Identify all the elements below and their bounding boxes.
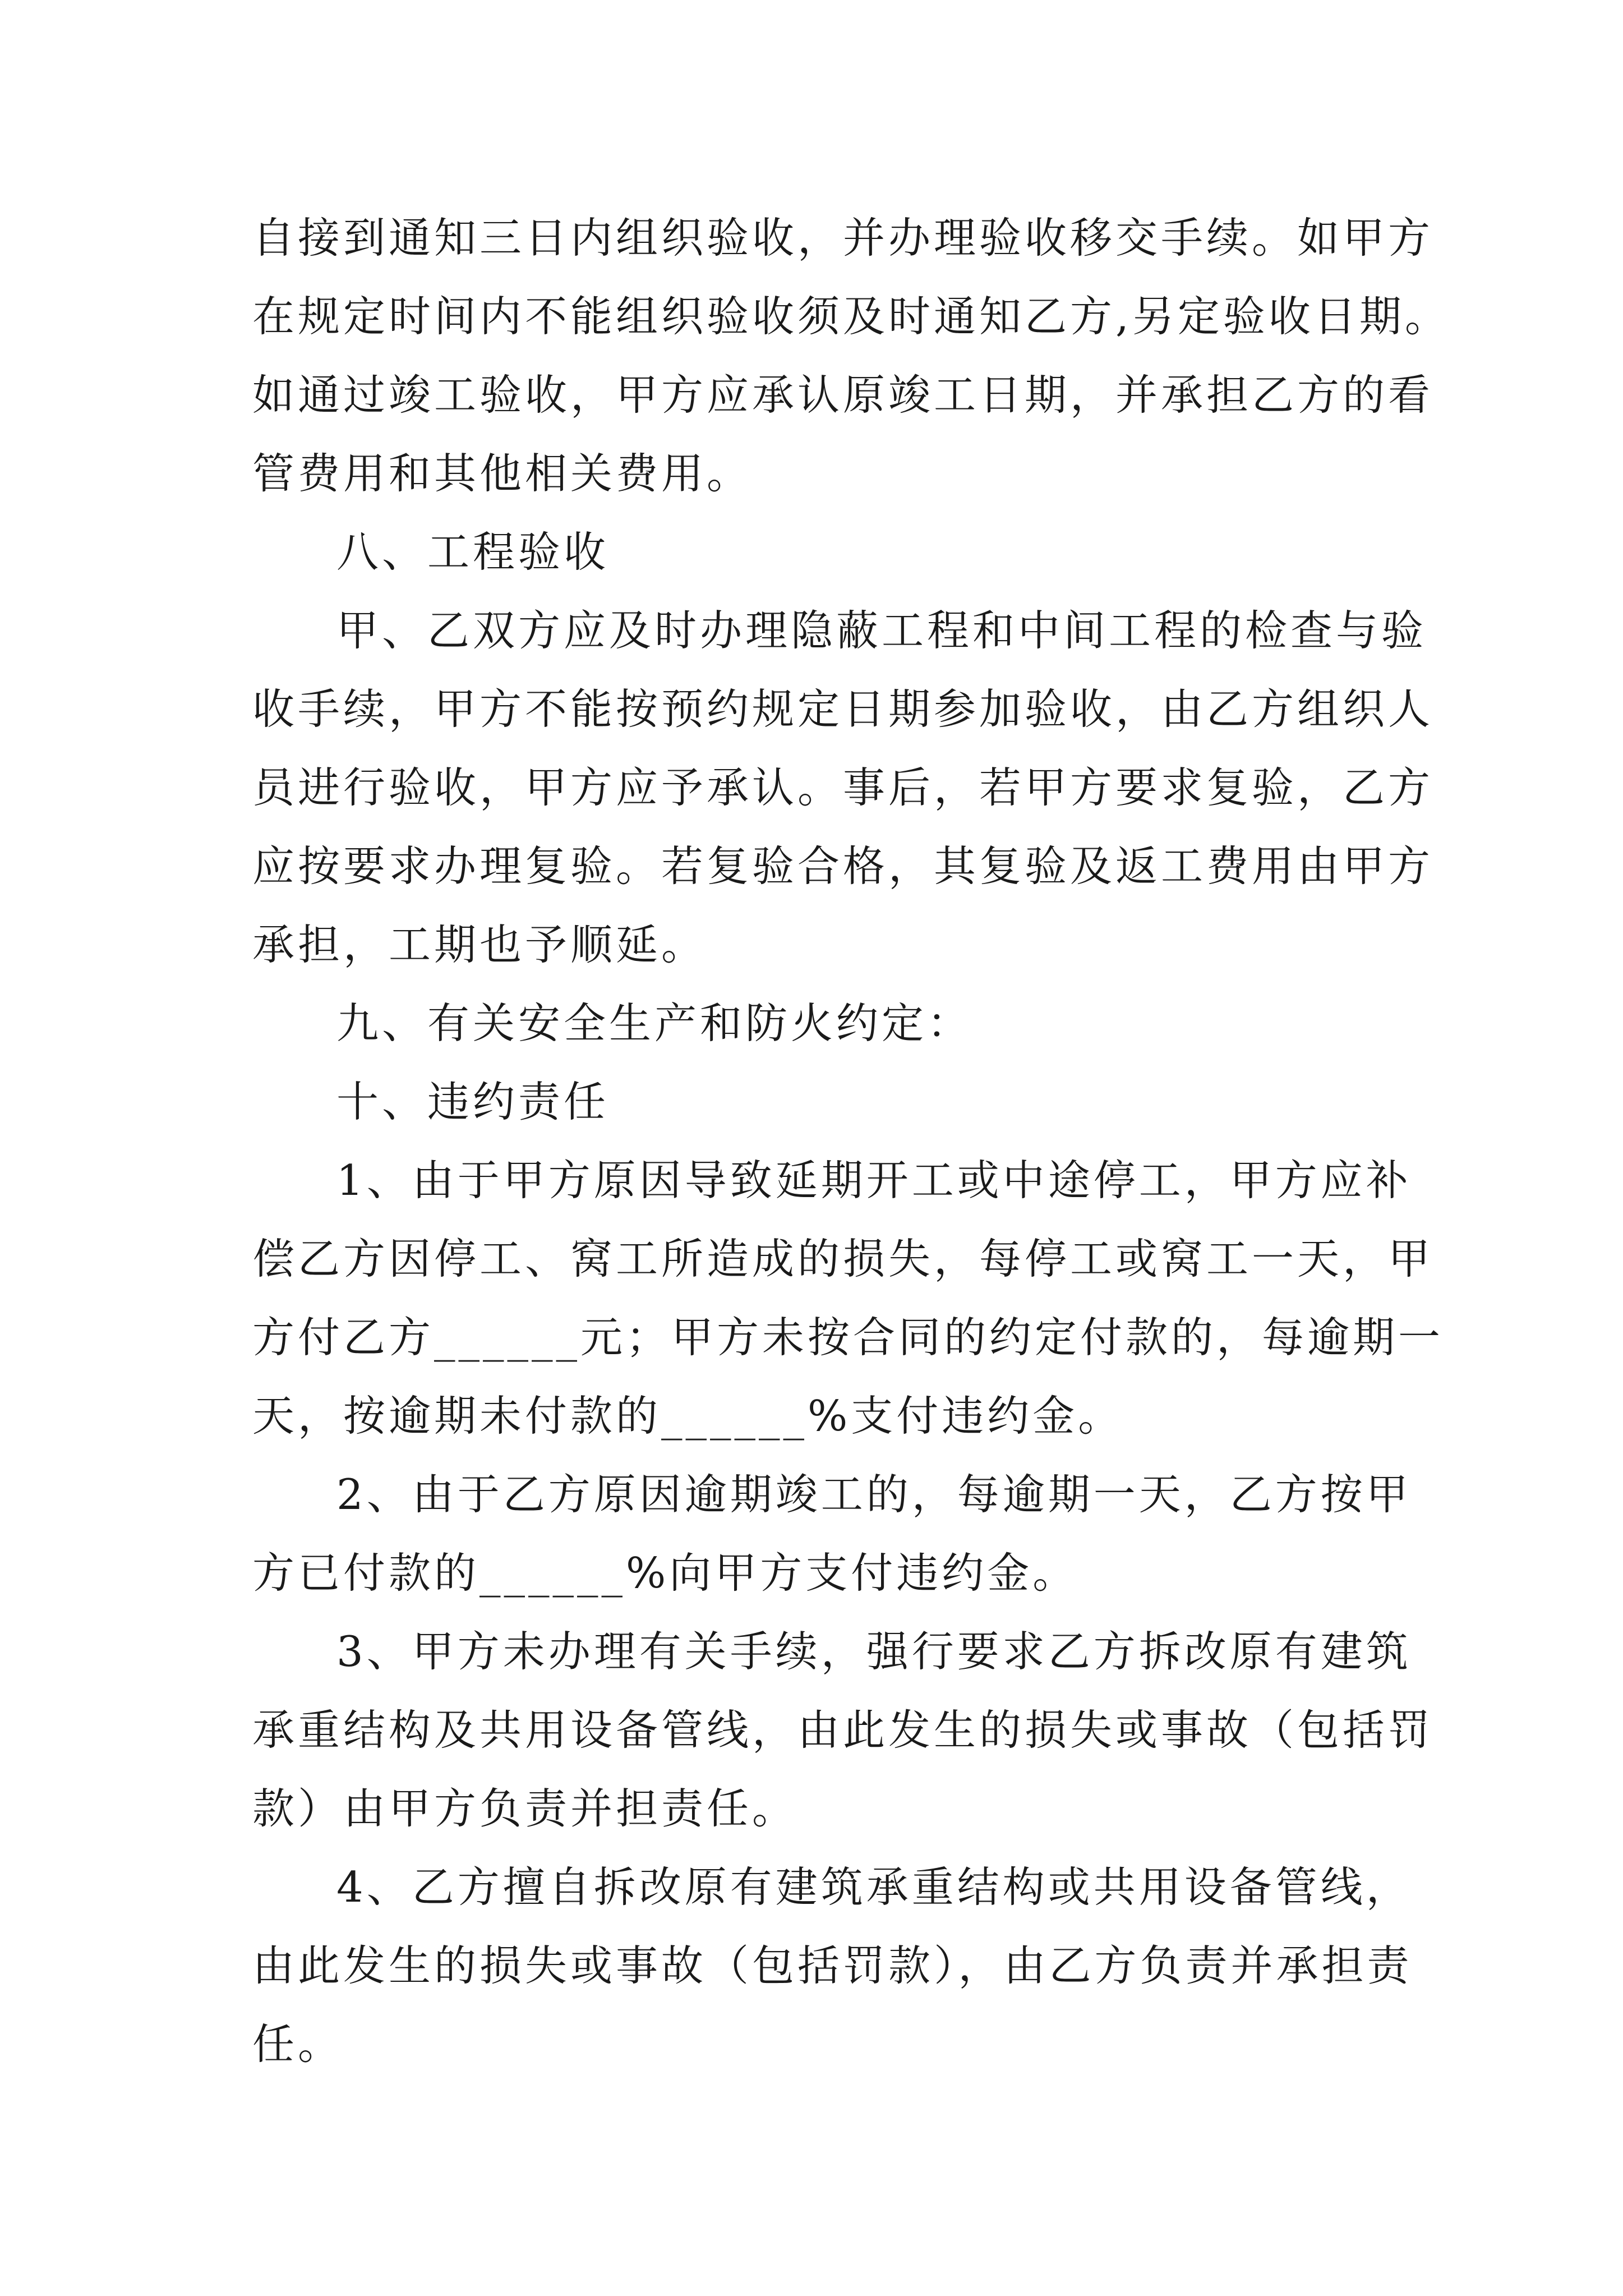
body-text-line: 甲、乙双方应及时办理隐蔽工程和中间工程的检查与验 <box>336 606 1427 655</box>
clause-line: 1、由于甲方原因导致延期开工或中途停工，甲方应补 <box>336 1156 1412 1205</box>
section-heading: 九、有关安全生产和防火约定： <box>336 999 973 1048</box>
body-text-line: 在规定时间内不能组织验收须及时通知乙方,另定验收日期。 <box>252 292 1450 341</box>
clause-line: 2、由于乙方原因逾期竣工的，每逾期一天，乙方按甲 <box>336 1470 1412 1519</box>
clause-line: 3、甲方未办理有关手续，强行要求乙方拆改原有建筑 <box>336 1627 1412 1676</box>
body-text-line: 管费用和其他相关费用。 <box>252 449 753 498</box>
clause-line: 款）由甲方负责并担责任。 <box>252 1784 798 1833</box>
body-text-line: 收手续，甲方不能按预约规定日期参加验收，由乙方组织人 <box>252 684 1434 734</box>
section-heading: 八、工程验收 <box>336 527 610 577</box>
clause-line: 任。 <box>252 2019 344 2069</box>
clause-line: 方付乙方______元；甲方未按合同的约定付款的，每逾期一 <box>252 1313 1444 1362</box>
clause-line: 偿乙方因停工、窝工所造成的损失，每停工或窝工一天，甲 <box>252 1234 1434 1283</box>
body-text-line: 员进行验收，甲方应予承认。事后，若甲方要求复验，乙方 <box>252 763 1434 812</box>
clause-line: 由此发生的损失或事故（包括罚款），由乙方负责并承担责 <box>252 1941 1413 1990</box>
body-text-line: 如通过竣工验收，甲方应承认原竣工日期，并承担乙方的看 <box>252 370 1434 420</box>
body-text-line: 自接到通知三日内组织验收，并办理验收移交手续。如甲方 <box>252 213 1434 263</box>
body-text-line: 应按要求办理复验。若复验合格，其复验及返工费用由甲方 <box>252 841 1434 891</box>
body-text-line: 承担，工期也予顺延。 <box>252 920 707 969</box>
section-heading: 十、违约责任 <box>336 1077 610 1126</box>
clause-line: 承重结构及共用设备管线，由此发生的损失或事故（包括罚 <box>252 1705 1434 1755</box>
clause-line: 4、乙方擅自拆改原有建筑承重结构或共用设备管线， <box>336 1862 1412 1912</box>
clause-line: 天，按逾期未付款的______%支付违约金。 <box>252 1391 1124 1441</box>
clause-line: 方已付款的______%向甲方支付违约金。 <box>252 1548 1078 1598</box>
